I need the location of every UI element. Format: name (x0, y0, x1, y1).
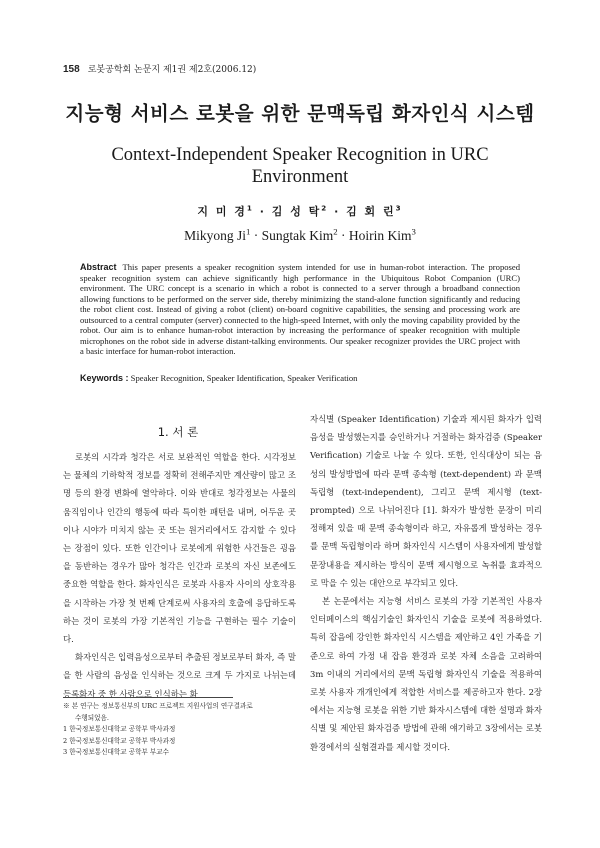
author-name: 지 미 경 (197, 205, 247, 218)
author-separator: · (250, 228, 262, 243)
abstract-text: This paper presents a speaker recognition system intended for use in human-robot interaction. The proposed speaker recognition system can achieve significantly high performance in the Ubiquitous Robot Companion (URC) environment. The URC concept is a scenario in which a robot is connected to a server through a broadband connection allowing functions to be performed on the server side, thereby minimizing the stand-alone function significantly and reducing the robot client cost. Instead of giving a robot (client) on-board cognitive capabilities, the sensing and processing work are outsourced to a central computer (server) connected to the high-speed Internet, with only the moving capability provided by the robot. Our aim is to enhance human-robot interaction by increasing the performance of speaker recognition with multiple microphones on the robot side in adverse distant-talking environments. Our speaker recognizer provides the URC project with a basic interface for human-robot interaction. (80, 262, 520, 357)
keywords-label: Keywords : (80, 373, 129, 383)
body-paragraph: 화자인식은 입력음성으로부터 추출된 정보로부터 화자, 즉 말을 한 사람의 음성을 인식하는 것으로 크게 두 가지로 나뉘는데 등록화자 중 한 사람으로 인식하는 화 (63, 652, 296, 699)
author-affiliation-mark: 3 (411, 226, 416, 237)
author-name: Hoirin Kim (348, 228, 412, 243)
footnote: 2 한국정보통신대학교 공학부 박사과정 (63, 736, 176, 745)
author-name: 김 회 린 (346, 205, 396, 218)
author-affiliation-mark: 1 (246, 203, 254, 213)
paper-title-korean: 지능형 서비스 로봇을 위한 문맥독립 화자인식 시스템 (65, 102, 535, 125)
footnote: ※ 본 연구는 정보통신부의 URC 프로젝트 지원사업의 연구결과로 (63, 702, 253, 710)
running-header (63, 62, 256, 75)
footnotes (63, 701, 296, 759)
author-name: 김 성 탁 (271, 205, 322, 218)
footnote-divider (63, 697, 233, 698)
page-number: 158 (63, 64, 80, 75)
footnote: 3 한국정보통신대학교 공학부 부교수 (63, 748, 170, 757)
authors-korean (0, 203, 600, 219)
author-name: Sungtak Kim (261, 228, 334, 243)
author-separator: · (337, 228, 349, 243)
body-paragraph: 로봇의 시각과 청각은 서로 보완적인 역할을 한다. 시각정보는 물체의 기하학적 정보를 정확히 전해주지만 계산량이 많고 조명 등의 환경 변화에 열악하다. 이와 반대로 청각정보는 사물의 움직임이나 인간의 행동에 따라 특이한 패턴을 내며, 어두운 곳이나 시야가 미치지 않는 곳 또는 원거리에서도 감지할 수 있다는 장점이 있다. 또한 인간이나 로봇에게 위험한 사건들은 굉음을 동반하는 경우가 많아 청각은 인간과 로봇의 자신 보존에도 중요한 역할을 한다. 화자인식은 로봇과 사용자 사이의 상호작용을 시작하는 가장 첫 번째 단계로써 사용자의 호출에 응답하도록 하는 것이 로봇의 가장 기본적인 기능을 구현하는 필수 기술이다. (63, 452, 296, 645)
section-heading: 1. 서 론 (157, 425, 199, 439)
author-affiliation-mark: 3 (395, 203, 403, 213)
footnote: 1 한국정보통신대학교 공학부 박사과정 (63, 725, 176, 734)
journal-name: 로봇공학회 논문지 제1권 제2호(2006.12) (87, 65, 257, 75)
body-column-right (310, 410, 542, 756)
paper-title-english: Context-Independent Speaker Recognition in URC Environment (111, 145, 489, 187)
author-affiliation-mark: 2 (333, 226, 338, 237)
body-paragraph: 본 논문에서는 지능형 서비스 로봇의 가장 기본적인 사용자 인터페이스의 핵심기술인 화자인식 기술을 로봇에 적용하였다. 특히 잡음에 강인한 화자인식 시스템을 제안하고 4인 가족을 기준으로 하여 가정 내 잡음 환경과 로봇 자체 소음을 고려하여 3m 이내의 거리에서의 문맥 독립형 화자인식 기술을 적용하여 로봇 사용자 개개인에게 적합한 서비스를 제공하고자 한다. 2장에서는 지능형 로봇을 위한 기반 화자시스템에 대한 설명과 화자식별 및 제안된 화자검증 방법에 관해 얘기하고 3장에서는 로봇 환경에서의 실험결과를 제시할 것이다. (310, 596, 542, 752)
footnote: 수행되었음. (75, 713, 109, 722)
author-affiliation-mark: 1 (245, 226, 251, 237)
author-name: Mikyong Ji (184, 228, 246, 243)
abstract-label: Abstract (80, 262, 117, 272)
body-column-left (63, 448, 296, 703)
abstract (80, 262, 520, 357)
author-separator: · (328, 205, 347, 218)
body-paragraph: 자식별 (Speaker Identification) 기술과 제시된 화자가 입력음성을 발성했는지를 승인하거나 거절하는 화자검증 (Speaker Verification) 기술로 나눌 수 있다. 또한, 인식대상이 되는 음성의 발성방법에 따라 문맥 종속형 (text-dependent) 과 문맥 독립형 (text-independent), 그리고 문맥 제시형 (text-prompted) 으로 나뉘어진다 [1]. 화자가 발성한 문장이 미리 정해져 있을 때 문맥 종속형이라 하고, 자유롭게 발성하는 경우를 문맥 독립형이라 하며 화자인식 시스템이 사용자에게 발성할 문장내용을 제시하는 방식이 문맥 제시형으로 녹취를 효과적으로 막을 수 있는 대안으로 부각되고 있다. (310, 414, 542, 588)
author-affiliation-mark: 2 (321, 203, 329, 213)
keywords-text: Speaker Recognition, Speaker Identification, Speaker Verification (130, 373, 358, 383)
authors-english (0, 228, 600, 244)
author-separator: · (253, 205, 272, 218)
keywords (80, 373, 520, 383)
